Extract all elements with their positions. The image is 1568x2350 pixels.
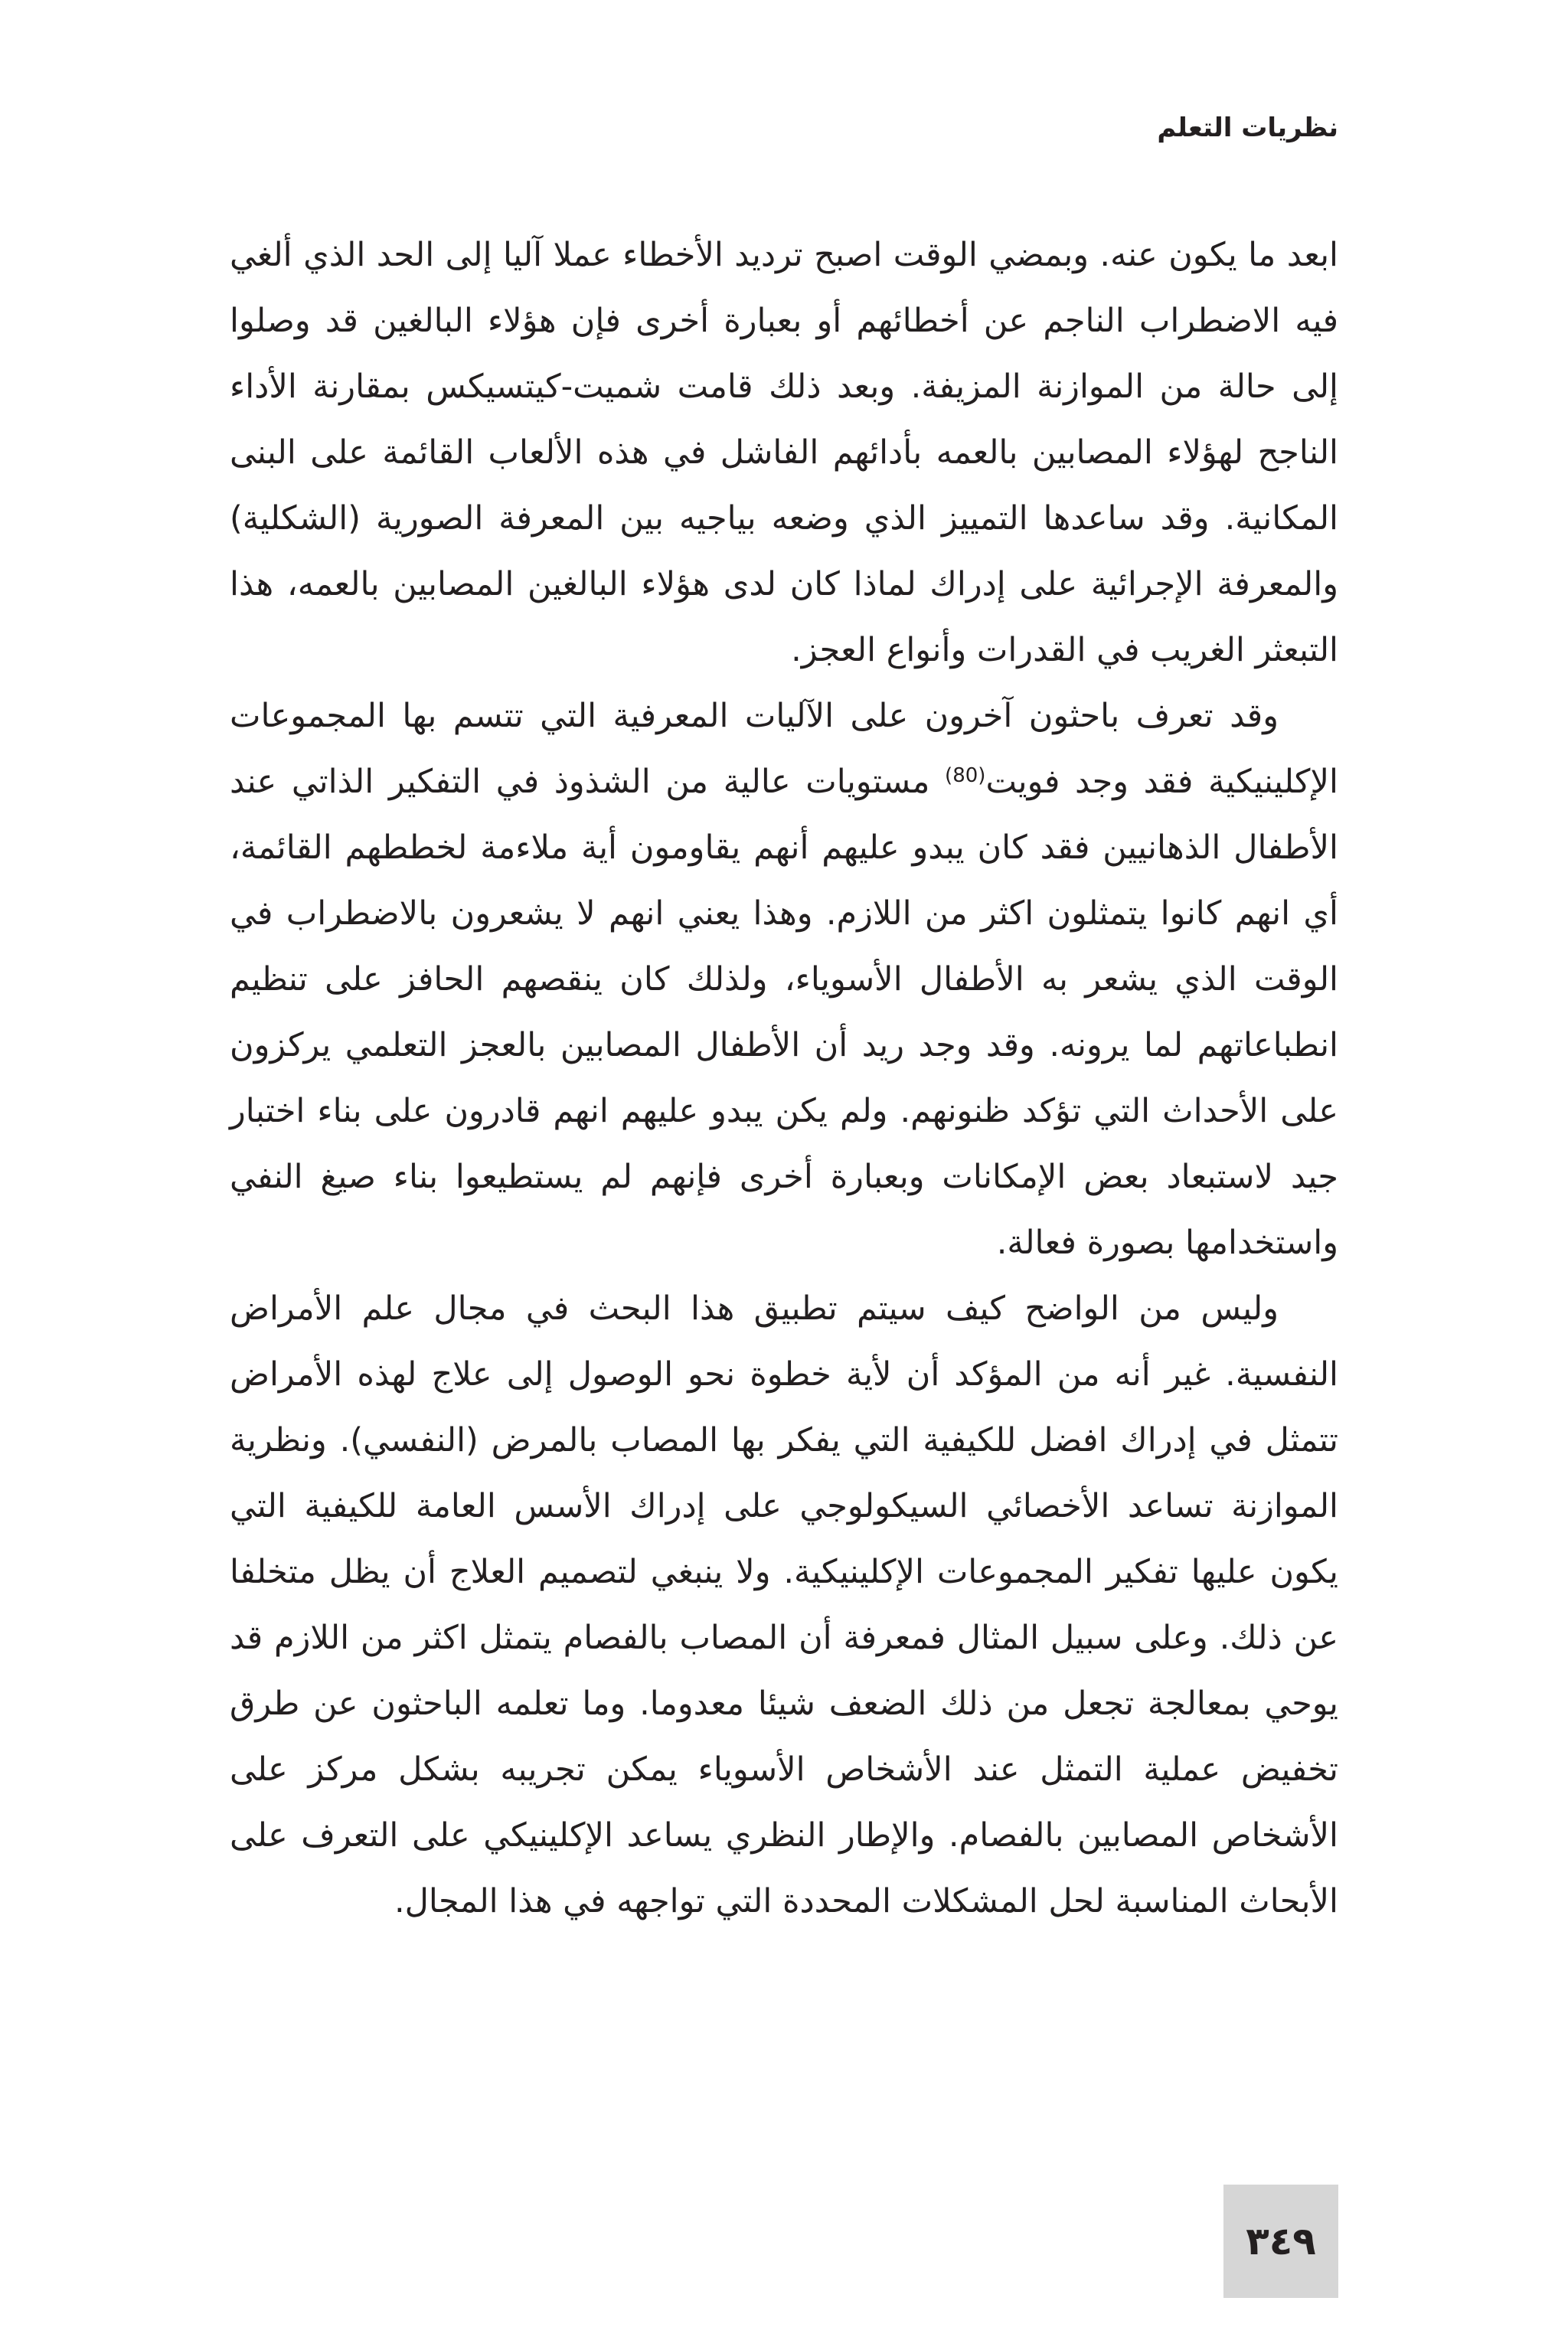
page-number-box [1223, 2185, 1338, 2298]
running-title: نظريات التعلم [1157, 113, 1338, 143]
reference-marker: (80) [945, 764, 986, 787]
paragraph-1: ابعد ما يكون عنه. وبمضي الوقت اصبح ترديد الأخطاء عملا آليا إلى الحد الذي ألغي فيه الاضطراب الناجم عن أخطائهم أو بعبارة أخرى فإن هؤلاء البالغين قد وصلوا إلى حالة من الموازنة المزيفة. وبعد ذلك قامت شميت-كيتسيكس بمقارنة الأداء الناجح لهؤلاء المصابين بالعمه بأدائهم الفاشل في هذه الألعاب القائمة على البنى المكانية. وقد ساعدها التمييز الذي وضعه بياجيه بين المعرفة الصورية (الشكلية) والمعرفة الإجرائية على إدراك لماذا كان لدى هؤلاء البالغين المصابين بالعمه، هذا التبعثر الغريب في القدرات وأنواع العجز. [230, 236, 1338, 669]
page-number: ٣٤٩ [1246, 2219, 1316, 2263]
paragraph-2-text-a: وقد تعرف باحثون آخرون على الآليات المعرفية التي تتسم بها المجموعات الإكلينيكية فقد وجد فويت [230, 697, 1339, 801]
paragraph-3: وليس من الواضح كيف سيتم تطبيق هذا البحث في مجال علم الأمراض النفسية. غير أنه من المؤكد أن لأية خطوة نحو الوصول إلى علاج لهذه الأمراض تتمثل في إدراك افضل للكيفية التي يفكر بها المصاب بالمرض (النفسي). ونظرية الموازنة تساعد الأخصائي السيكولوجي على إدراك الأسس العامة للكيفية التي يكون عليها تفكير المجموعات الإكلينيكية. ولا ينبغي لتصميم العلاج أن يظل متخلفا عن ذلك. وعلى سبيل المثال فمعرفة أن المصاب بالفصام يتمثل اكثر من اللازم قد يوحي بمعالجة تجعل من ذلك الضعف شيئا معدوما. وما تعلمه الباحثون عن طرق تخفيض عملية التمثل عند الأشخاص الأسوياء يمكن تجريبه بشكل مركز على الأشخاص المصابين بالفصام. والإطار النظري يساعد الإكلينيكي على التعرف على الأبحاث المناسبة لحل المشكلات المحددة التي تواجهه في هذا المجال. [230, 1289, 1338, 1920]
page-body [230, 222, 1338, 1934]
paragraph-2-text-b: مستويات عالية من الشذوذ في التفكير الذاتي عند الأطفال الذهانيين فقد كان يبدو عليهم أنهم يقاومون أية ملاءمة لخططهم القائمة، أي انهم كانوا يتمثلون اكثر من اللازم. وهذا يعني انهم لا يشعرون بالاضطراب في الوقت الذي يشعر به الأطفال الأسوياء، ولذلك كان ينقصهم الحافز على تنظيم انطباعاتهم لما يرونه. وقد وجد ريد أن الأطفال المصابين بالعجز التعلمي يركزون على الأحداث التي تؤكد ظنونهم. ولم يكن يبدو عليهم انهم قادرون على بناء اختبار جيد لاستبعاد بعض الإمكانات وبعبارة أخرى فإنهم لم يستطيعوا بناء صيغ النفي واستخدامها بصورة فعالة. [230, 763, 1338, 1262]
paragraph-2 [230, 683, 1338, 1276]
